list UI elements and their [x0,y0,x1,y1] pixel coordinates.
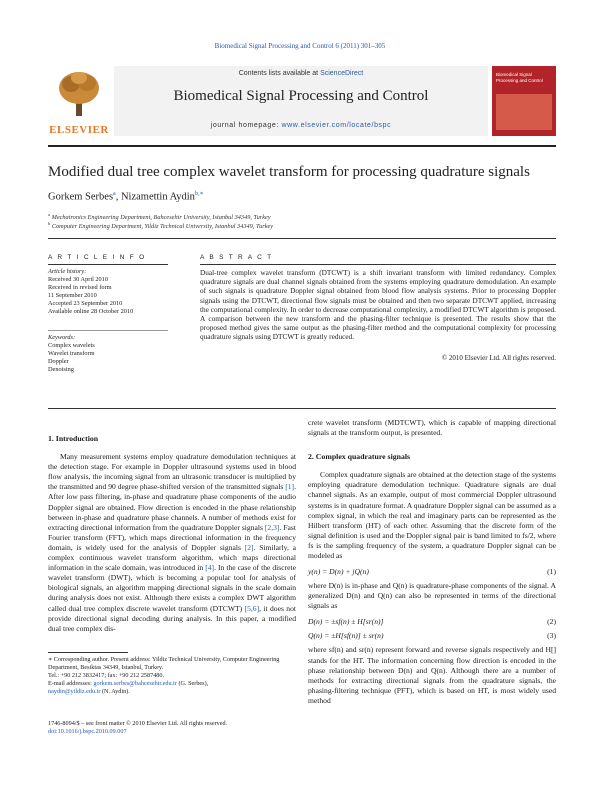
history-item: Accepted 23 September 2010 [48,300,123,307]
keyword: Doppler [48,358,69,365]
cover-art [496,94,552,130]
citation-link[interactable]: [4] [205,563,215,573]
cover-title: Biomedical Signal Processing and Control [496,72,543,83]
sciencedirect-link[interactable]: ScienceDirect [320,70,364,77]
homepage-line [114,122,488,129]
affil-mark: b [48,221,51,226]
keyword: Denoising [48,366,74,373]
email-prefix: E-mail addresses: [48,680,94,687]
email-link[interactable]: gorkem.serbes@bahcesehir.edu.tr [93,680,177,687]
abstract-text: Dual-tree complex wavelet transform (DTCWT) is a shift invariant transform with limited redundancy. Complex quadrature signals are dual channel signals obtained from the systems employing quadrature demodulation. An example of such signals is quadrature Doppler signal obtained from blood flow analysis systems. Prior to processing Doppler signals using the DTCWT, directional flow signals must be obtained and then two separate DTCWT applied, increasing the computational complexity. In order to decrease computational complexity, a modified DTCWT algorithm is proposed. A comparison between the new transform and the phasing-filter technique is presented. The results show that the proposed method gives the same output as the phasing-filter method and the computational complexity for processing quadrature signals using DTCWT is greatly reduced. [200,268,556,342]
text-run: . Fast Fourier transform (FFT), which maps directional information in the frequency domain, is widely used for the analysis of Doppler signals [48,522,296,552]
paragraph: Complex quadrature signals are obtained at the detection stage of the systems employing quadrature demodulation technique. Quadrature signals are dual channel signals. As an example, output of most commercial Doppler ultrasound systems is in quadrature format. A quadrature Doppler signal can be assumed as a complex signal, in which the real and imaginary parts can be represented as the Hilbert transform (HT) of each other. Assuming that the discrete form of the signal definition is used and the Doppler signal pair is band limited to fs/2, where fs is the sampling frequency of the system, a quadrature Doppler signal can be modeled as [308,470,556,561]
masthead-center [114,66,488,136]
publisher-name: ELSEVIER [49,124,109,136]
equation-number: (2) [547,617,556,627]
equation-2 [308,617,556,631]
journal-masthead [48,66,556,138]
paper-title: Modified dual tree complex wavelet transform for processing quadrature signals [48,164,530,180]
affil-text: Mechatronics Engineering Department, Bahcesehir University, Istanbul 34349, Turkey [51,214,271,222]
doi-link[interactable] [48,728,296,736]
divider [48,408,556,409]
text-run: Many measurement systems employ quadrature demodulation techniques at the detection stage. For example in Doppler ultrasound systems used in blood flow analysis, the incoming signal from an ultrasonic transducer is multiplied by the transmitted and 90 degree phase-shifted version of the transmitted signals [48,452,296,492]
divider [48,238,556,239]
author-name: Nizamettin Aydin [120,191,195,203]
equation-text: D(n) = ±sf(n) ± H[sr(n)] [308,617,384,627]
paragraph: crete wavelet transform (MDTCWT), which is capable of mapping directional signals at the transform output, is presented. [308,418,556,438]
equation-number: (1) [547,567,556,577]
author-name: Gorkem Serbes [48,191,114,203]
footnote-rule [48,652,128,653]
citation-link[interactable]: [1] [285,482,295,492]
running-head: Biomedical Signal Processing and Control 6 (2011) 301–305 [214,42,386,50]
keywords [48,334,168,374]
equation-text: y(n) = D(n) + jQ(n) [308,567,369,577]
citation-link[interactable]: [5,6] [244,603,260,613]
equation-1 [308,567,556,581]
info-divider [48,330,168,331]
text-run: . Similarly, a complex continuous wavelet transform algorithm, which maps directional information in the scale domain, was introduced in [48,542,296,573]
text-run: , it does not provide directional signal decoding during analysis. In this paper, a modified dual tree complex dis- [48,603,297,633]
tree-icon [56,68,102,118]
history-item: Available online 28 October 2010 [48,308,134,315]
article-info-label: A R T I C L E I N F O [48,254,147,261]
contents-prefix: Contents lists available at [238,70,321,77]
contents-line [114,70,488,77]
keyword: Wavelet transform [48,350,95,357]
issn-line: 1746-8094/$ – see front matter © 2010 Elsevier Ltd. All rights reserved. [48,720,228,727]
journal-title: Biomedical Signal Processing and Control [173,88,429,104]
affil-text: Computer Engineering Department, Yildiz Technical University, Istanbul 34349, Turkey [51,223,274,231]
equation-number: (3) [547,631,556,641]
paragraph: where D(n) is in-phase and Q(n) is quadrature-phase components of the signal. A generalized D(n) and Q(n) can also be represented in terms of the directional signals as [308,581,556,611]
text-run: . In the case of the discrete wavelet transform (DWT), which is becoming a popular tool for analysis of biological signals, an algorithm mapping directional signals in the scale domain during analysis does not exist. Although there exists a complex DWT algorithm called dual tree complex discrete wavelet transform (DTCWT) [48,563,296,613]
footnote-corresponding: ∗ Corresponding author. Present address: Yildiz Technical University, Computer Engineering Department, Besiktas 34349, Istanbul, Turkey. [48,656,280,671]
affiliation-a [48,212,271,221]
author-list [48,190,204,203]
masthead-rule [48,145,556,147]
affiliation-b [48,221,273,230]
equation-3 [308,631,556,645]
homepage-prefix: journal homepage: [210,122,282,129]
history-item: 11 September 2010 [48,292,97,299]
footnote-tel: Tel.: +90 212 3832417; fax: +90 212 2587480. [48,672,165,679]
homepage-link[interactable]: www.elsevier.com/locate/bspc [281,122,392,129]
article-history [48,268,168,316]
citation-link[interactable]: [2,3] [264,522,280,532]
footnote-email [48,680,296,695]
equation-text: Q(n) = ±H[sf(n)] ± sr(n) [308,631,384,641]
section-heading: 2. Complex quadrature signals [308,452,411,462]
affil-mark: a [48,212,50,217]
abstract-copyright: © 2010 Elsevier Ltd. All rights reserved. [441,354,556,362]
email-suffix: (G. Serbes), [176,680,209,687]
journal-cover [492,66,556,136]
email-link[interactable]: naydin@yildiz.edu.tr [48,687,101,695]
right-column [308,418,556,706]
abstract-label: A B S T R A C T [200,254,273,261]
history-item: Received 30 April 2010 [48,276,108,283]
info-rule [48,264,168,265]
text-run: . After low pass filtering, in-phase and quadrature phase components of the audio Doppler signal are obtained. Flow direction is encoded in the phase relationship between in-phase and quadrature phase channels. A number of methods exist for extracting directional information from the quadrature Doppler signals [48,482,296,532]
citation-link[interactable]: [2] [244,542,254,552]
author-affil-mark[interactable]: a [113,191,116,197]
section-heading: 1. Introduction [48,434,99,443]
keywords-head: Keywords: [48,334,76,341]
author-affil-mark[interactable]: b,∗ [194,191,204,197]
left-column [48,434,296,634]
elsevier-logo [48,66,110,136]
history-head: Article history: [48,268,87,275]
paragraph [48,452,296,634]
author-separator: , [115,191,121,203]
doi-text: doi:10.1016/j.bspc.2010.09.007 [48,728,127,735]
paragraph: where sf(n) and sr(n) represent forward and reverse signals respectively and H[] stands for the HT. The information concerning flow direction is encoded in the phase relationship between D(n) and Q(n). Although there are a number of methods for extracting directional signals from the quadrature signals, the phasing-filtering technique (PFT), which is based on HT, is most widely used method [308,645,556,705]
history-item: Received in revised form [48,284,112,291]
keyword: Complex wavelets [48,342,95,349]
abstract-rule [200,264,556,265]
email-suffix: (N. Aydin). [100,687,130,695]
